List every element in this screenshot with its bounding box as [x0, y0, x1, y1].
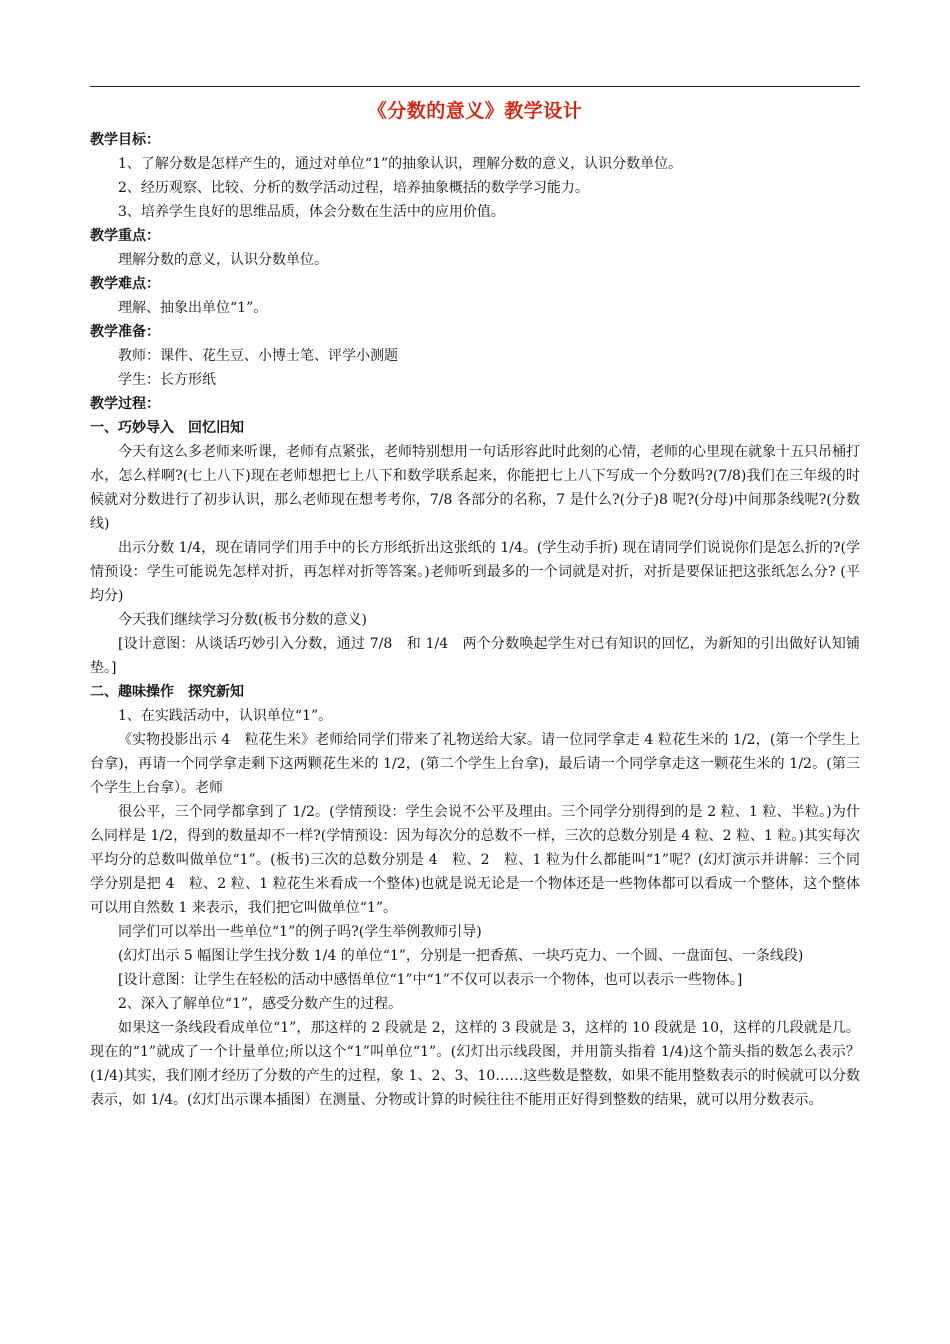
key-point-heading: 教学重点： — [90, 228, 160, 244]
section1-design-intent: [设计意图：从谈话巧妙引入分数，通过 7/8 和 1/4 两个分数唤起学生对已有知识的回忆，为新知的引出做好认知铺垫。] — [90, 636, 860, 676]
section2-paragraph: 同学们可以举出一些单位“1”的例子吗?(学生举例教师引导) — [118, 924, 482, 940]
document-title: 《分数的意义》教学设计 — [367, 100, 583, 122]
section1-paragraph: 今天有这么多老师来听课，老师有点紧张，老师特别想用一句话形容此时此刻的心情，老师的心里现在就象十五只吊桶打水，怎么样啊?(七上八下)现在老师想把七上八下和数学联系起来，你能把七上八下写成一个分数吗?(7/8)我们在三年级的时候就对分数进行了初步认识，那么老师现在想考考你，7/8 各部分的名称，7 是什么?(分子)8 呢?(分母)中间那条线呢?(分数线) — [90, 444, 860, 532]
difficulty-text: 理解、抽象出单位“1”。 — [118, 300, 268, 316]
document-page — [90, 96, 860, 1112]
section2-paragraph: 很公平，三个同学都拿到了 1/2。(学情预设：学生会说不公平及理由。三个同学分别得到的是 2 粒、1 粒、半粒。)为什么同样是 1/2，得到的数量却不一样?(学情预设：因为每次分的总数不一样，三次的总数分别是 4 粒、2 粒、1 粒。)其实每次平均分的总数叫做单位“1”。(板书)三次的总数分别是 4 粒、2 粒、1 粒为什么都能叫“1”呢？(幻灯演示并讲解：三个同学分别是把 4 粒、2 粒、1 粒花生米看成一个整体)也就是说无论是一个物体还是一些物体都可以看成一个整体，这个整体可以用自然数 1 来表示，我们把它叫做单位“1”。 — [90, 804, 860, 916]
section1-paragraph: 今天我们继续学习分数(板书分数的意义) — [118, 612, 367, 628]
goal-item-3: 3、培养学生良好的思维品质，体会分数在生活中的应用价值。 — [118, 204, 505, 220]
process-heading: 教学过程： — [90, 396, 160, 412]
section2-paragraph: 《实物投影出示 4 粒花生米》老师给同学们带来了礼物送给大家。请一位同学拿走 4 粒花生米的 1/2，(第一个学生上台拿)，再请一个同学拿走剩下这两颗花生米的 1/2，(第二个学生上台拿)，最后请一个同学拿走这一颗花生米的 1/2。(第三个学生上台拿）。老师 — [90, 732, 860, 796]
goal-item-2: 2、经历观察、比较、分析的数学活动过程，培养抽象概括的数学学习能力。 — [118, 180, 589, 196]
section2-paragraph: 如果这一条线段看成单位“1”，那这样的 2 段就是 2，这样的 3 段就是 3，这样的 10 段就是 10，这样的几段就是几。现在的“1”就成了一个计量单位;所以这个“1”叫单位“1”。(幻灯出示线段图，并用箭头指着 1/4)这个箭头指的数怎么表示？(1/4)其实，我们刚才经历了分数的产生的过程，象 1、2、3、10……这些数是整数，如果不能用整数表示的时候就可以分数表示，如 1/4。(幻灯出示课本插图）在测量、分物或计算的时候往往不能用正好得到整数的结果，就可以用分数表示。 — [90, 1020, 860, 1108]
section2-design-intent: [设计意图：让学生在轻松的活动中感悟单位“1”中“1”不仅可以表示一个物体，也可以表示一些物体。] — [118, 972, 743, 988]
section2-subheading: 1、在实践活动中，认识单位“1”。 — [118, 708, 333, 724]
section1-paragraph: 出示分数 1/4，现在请同学们用手中的长方形纸折出这张纸的 1/4。(学生动手折) 现在请同学们说说你们是怎么折的?(学情预设：学生可能说先怎样对折，再怎样对折等答案。)老师听到最多的一个词就是对折，对折是要保证把这张纸怎么分? (平均分) — [90, 540, 860, 604]
preparation-heading: 教学准备： — [90, 324, 160, 340]
section2-subheading: 2、深入了解单位“1”，感受分数产生的过程。 — [118, 996, 403, 1012]
key-point-text: 理解分数的意义，认识分数单位。 — [118, 252, 328, 268]
section2-heading: 二、趣味操作 探究新知 — [90, 684, 244, 700]
section2-paragraph: (幻灯出示 5 幅图让学生找分数 1/4 的单位“1”，分别是一把香蕉、一块巧克力、一个圆、一盘面包、一条线段) — [118, 948, 804, 964]
goal-item-1: 1、了解分数是怎样产生的，通过对单位“1”的抽象认识，理解分数的意义，认识分数单位。 — [118, 156, 683, 172]
goals-heading: 教学目标： — [90, 132, 160, 148]
preparation-teacher: 教师：课件、花生豆、小博士笔、评学小测题 — [118, 348, 398, 364]
header-rule — [90, 86, 860, 87]
preparation-student: 学生：长方形纸 — [118, 372, 216, 388]
difficulty-heading: 教学难点： — [90, 276, 160, 292]
section1-heading: 一、巧妙导入 回忆旧知 — [90, 420, 244, 436]
